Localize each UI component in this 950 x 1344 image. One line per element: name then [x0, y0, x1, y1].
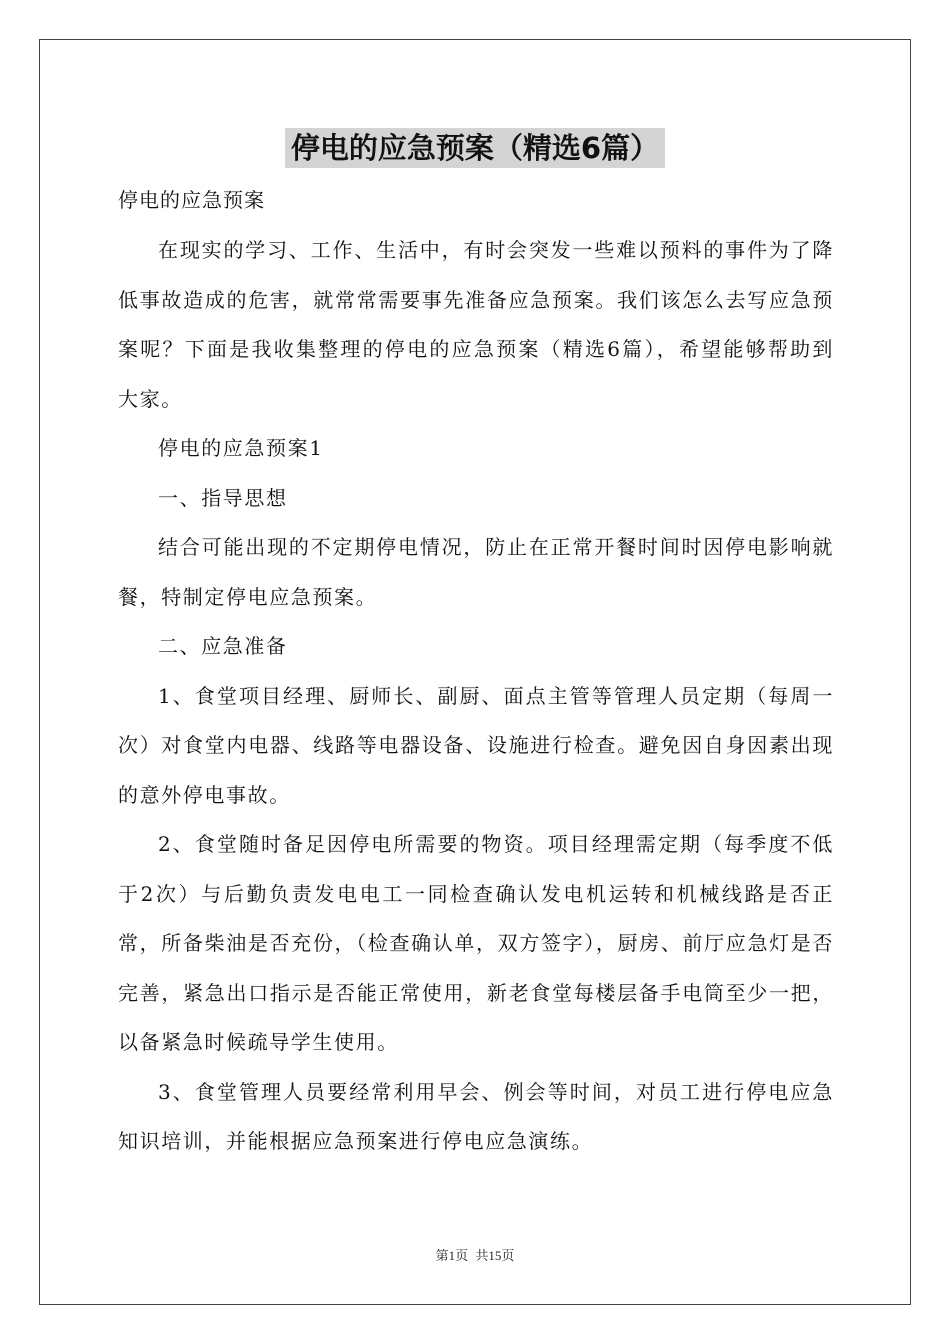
paragraph-intro: 在现实的学习、工作、生活中，有时会突发一些难以预料的事件为了降低事故造成的危害，就常常需要事先准备应急预案。我们该怎么去写应急预案呢？下面是我收集整理的停电的应急预案（精选6篇），希望能够帮助到大家。 — [118, 238, 834, 411]
section-heading-1: 停电的应急预案1 — [158, 436, 324, 460]
heading-guiding-ideology: 一、指导思想 — [158, 485, 288, 510]
paragraph-guiding-ideology: 结合可能出现的不定期停电情况，防止在正常开餐时间时因停电影响就餐，特制定停电应急预案。 — [118, 535, 834, 609]
document-body — [118, 182, 834, 1167]
page-footer — [0, 1245, 950, 1264]
title-area — [0, 128, 950, 168]
heading-emergency-preparation: 二、应急准备 — [158, 634, 288, 658]
document-title: 停电的应急预案（精选6篇） — [285, 128, 665, 168]
page-total: 共15页 — [475, 1248, 515, 1263]
document-subtitle: 停电的应急预案 — [118, 188, 265, 212]
paragraph-item-2: 2、食堂随时备足因停电所需要的物资。项目经理需定期（每季度不低于2次）与后勤负责发电电工一同检查确认发电机运转和机械线路是否正常，所备柴油是否充份，（检查确认单，双方签字），厨房、前厅应急灯是否完善，紧急出口指示是否能正常使用，新老食堂每楼层备手电筒至少一把，以备紧急时候疏导学生使用。 — [118, 832, 834, 1054]
page-number: 第1页 — [435, 1248, 469, 1263]
paragraph-item-1: 1、食堂项目经理、厨师长、副厨、面点主管等管理人员定期（每周一次）对食堂内电器、线路等电器设备、设施进行检查。避免因自身因素出现的意外停电事故。 — [118, 683, 834, 807]
paragraph-item-3: 3、食堂管理人员要经常利用早会、例会等时间，对员工进行停电应急知识培训，并能根据应急预案进行停电应急演练。 — [118, 1079, 834, 1153]
